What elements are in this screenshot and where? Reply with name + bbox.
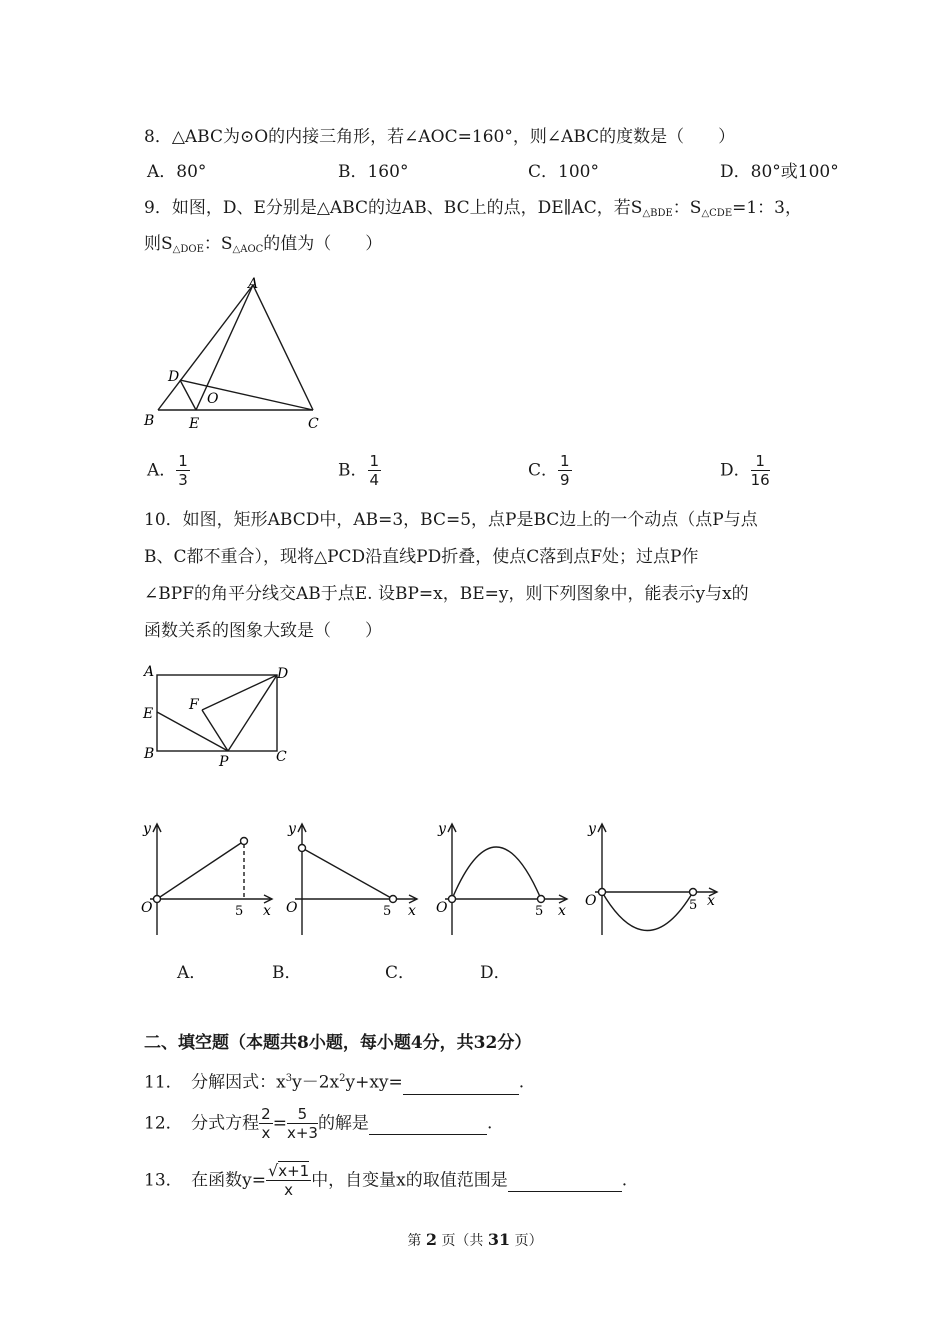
open-point-origin [449, 896, 456, 903]
rectangle-abcd [157, 675, 277, 751]
segment-ep [157, 712, 228, 751]
open-point-start [299, 845, 306, 852]
segment-pf [202, 710, 228, 751]
q10-stem-line3: ∠BPF的角平分线交AB于点E. 设BP=x，BE=y，则下列图象中，能表示y与x的 [144, 584, 749, 604]
fraction: $\frac{1}{3}$ [178, 452, 188, 489]
fraction: $\frac{1}{16}$ [750, 452, 770, 489]
q11: 11． 分解因式：$x^3y-2x^2y+xy=$ . [144, 1072, 525, 1093]
q8-stem: 8．△ABC为⊙O的内接三角形，若∠AOC=160°，则∠ABC的度数是（ ） [144, 127, 736, 147]
segment-ae [196, 285, 253, 410]
answer-blank[interactable] [508, 1169, 622, 1192]
label-c: C [276, 749, 287, 765]
label-b: B [144, 413, 155, 429]
open-point-end [390, 896, 397, 903]
segment-dc [180, 380, 313, 410]
q10-stem-line2: B、C都不重合），现将△PCD沿直线PD折叠，使点C落到点F处；过点P作 [144, 547, 699, 567]
fraction-5-over-x-plus-3: $\frac{5}{x+3}$ [286, 1105, 318, 1142]
q10-option-b: B． [272, 963, 302, 983]
q8-option-d: D．80°或100° [720, 162, 839, 182]
q10-option-c: C． [385, 963, 416, 983]
fraction-sqrt: $\frac{√x+1}{x}$ [267, 1161, 310, 1199]
open-point-origin [599, 889, 606, 896]
q10-graph-c [435, 817, 575, 937]
q10-graph-d [585, 817, 725, 937]
parabola [452, 847, 541, 899]
q10-graph-b [285, 817, 425, 937]
q12: 12． 分式方程 $\frac{2}{x}$ = $\frac{5}{x+3}$ 的解是 . [144, 1105, 493, 1142]
fraction-2-over-x: $\frac{2}{x}$ [261, 1105, 271, 1142]
five-label: 5 [235, 904, 244, 919]
label-e: E [143, 706, 154, 722]
page-footer: 第 2 页（共 31 页） [407, 1230, 543, 1249]
open-point-end [538, 896, 545, 903]
fraction: $\frac{1}{9}$ [560, 452, 570, 489]
label-b: B [144, 746, 155, 762]
five-label: 5 [383, 904, 392, 919]
origin-label: O [141, 900, 153, 916]
origin-label: O [585, 893, 597, 909]
y-label: y [143, 821, 151, 837]
edge-ab [158, 285, 253, 410]
q8-option-a: A．80° [147, 162, 207, 182]
q9-triangle-figure [140, 275, 340, 435]
x-label: x [558, 903, 566, 919]
edge-ac [253, 285, 313, 410]
graph-line [157, 841, 244, 899]
y-label: y [438, 821, 446, 837]
label-e: E [189, 416, 200, 432]
q9-option-b: B． $\frac{1}{4}$ [338, 452, 380, 489]
graph-line [302, 848, 393, 899]
label-d: D [277, 666, 289, 682]
segment-de [180, 380, 196, 410]
q9-option-d: D． $\frac{1}{16}$ [720, 452, 770, 489]
open-point-end [690, 889, 697, 896]
five-label: 5 [689, 898, 698, 913]
q10-graph-a [140, 817, 280, 937]
sqrt-icon: √ [267, 1161, 279, 1180]
q10-stem-line1: 10．如图，矩形ABCD中，AB=3，BC=5，点P是BC边上的一个动点（点P与点 [144, 510, 758, 530]
q8-option-b: B．160° [338, 162, 409, 182]
answer-blank[interactable] [403, 1072, 519, 1095]
open-point-origin [154, 896, 161, 903]
label-c: C [308, 416, 319, 432]
origin-label: O [286, 900, 298, 916]
q9-stem-line2: 则$S_{\triangle DOE}$：$S_{\triangle AOC}$的值为（ ） [144, 234, 383, 255]
open-point-end [241, 838, 248, 845]
five-label: 5 [535, 904, 544, 919]
q10-stem-line4: 函数关系的图象大致是（ ） [144, 621, 382, 641]
q10-option-a: A． [177, 963, 207, 983]
parabola [602, 892, 693, 931]
section-2-title: 二、填空题（本题共8小题，每小题4分，共32分） [144, 1033, 532, 1053]
y-label: y [588, 821, 596, 837]
x-label: x [263, 903, 271, 919]
origin-label: O [436, 900, 448, 916]
label-d: D [168, 369, 180, 385]
q9-option-c: C． $\frac{1}{9}$ [528, 452, 570, 489]
q13: 13． 在函数y= $\frac{√x+1}{x}$ 中，自变量x的取值范围是 . [144, 1161, 628, 1199]
answer-blank[interactable] [369, 1112, 487, 1135]
label-a: A [248, 276, 259, 292]
x-label: x [707, 893, 715, 909]
q9-option-a: A． $\frac{1}{3}$ [147, 452, 188, 489]
q10-option-d: D． [480, 963, 511, 983]
label-a: A [144, 664, 155, 680]
q8-option-c: C．100° [528, 162, 599, 182]
label-o: O [207, 391, 219, 407]
label-p: P [219, 754, 229, 770]
label-f: F [189, 697, 199, 713]
q9-stem-line1: 9．如图，D、E分别是△ABC的边AB、BC上的点，DE∥AC，若$S_{\triangle BDE}$：$S_{\triangle CDE}=1$：3， [144, 198, 803, 219]
q10-rectangle-figure [140, 660, 300, 770]
y-label: y [288, 821, 296, 837]
fraction: $\frac{1}{4}$ [369, 452, 380, 489]
x-label: x [408, 903, 416, 919]
